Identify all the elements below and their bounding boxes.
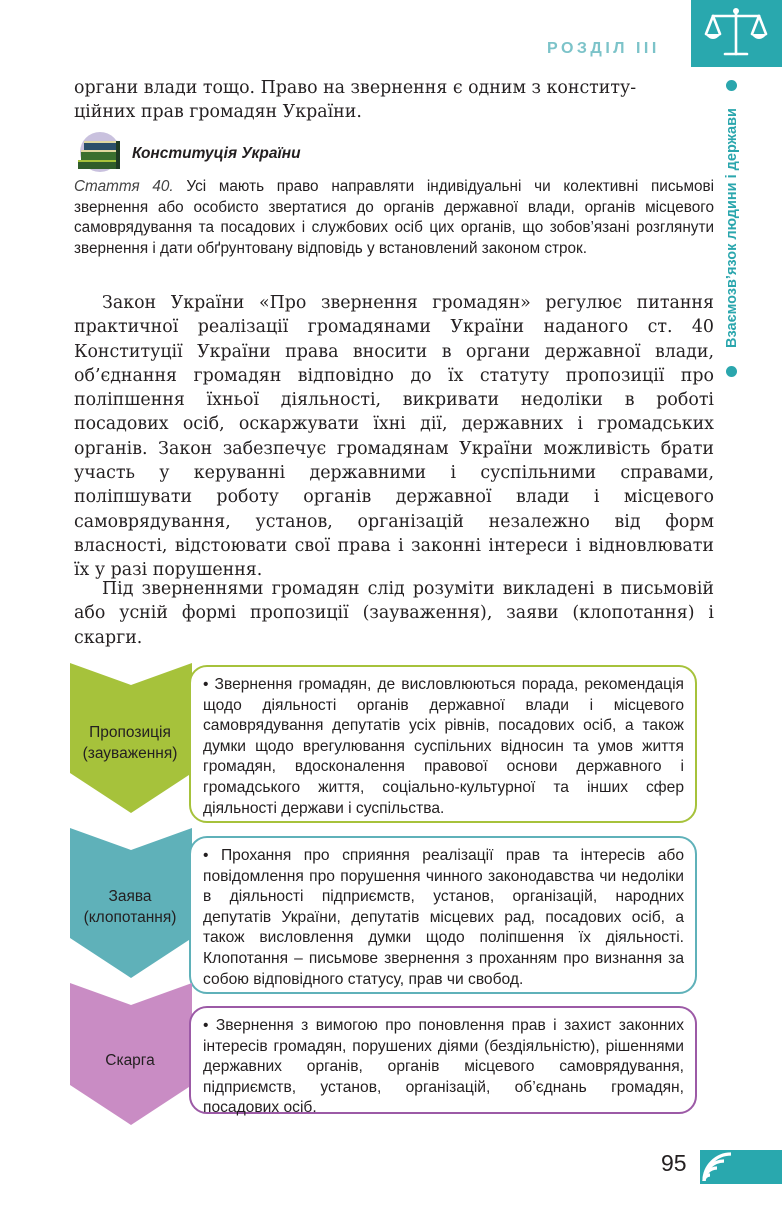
books-icon bbox=[74, 130, 130, 180]
constitution-title: Конституція України bbox=[132, 145, 301, 162]
scales-icon bbox=[703, 4, 769, 62]
complaint-label: Скарга bbox=[105, 1052, 155, 1069]
proposal-label: Пропозиція (зауваження) bbox=[82, 724, 178, 762]
article-text: Усі мають право направляти індивідуальні чи колективні письмові звернення або особисто звертатися до органів державної влади, органів місцевого самоврядування та посадових і службових осіб цих органів, що зобов’язані розглянути звернення і дати обґрунтовану відповідь у встановлений законом строк. bbox=[74, 178, 715, 258]
intro-line-1: органи влади тощо. Право на звернення є одним з конститу- bbox=[74, 78, 637, 98]
section-label: РОЗДІЛ ІІІ bbox=[547, 40, 660, 57]
proposal-definition: • Звернення громадян, де висловлюються порада, рекомендація щодо діяльності органів державної влади і місцевого самоврядування депутатів усіх рівнів, посадових осіб, а також думки щодо врегулювання суспільних відносин та умов життя громадян, вдосконалення правової основи державного і громадського життя, соціально-культурної та інших сфер діяльності держави і суспільства. bbox=[189, 665, 697, 823]
signal-waves-icon bbox=[702, 1151, 746, 1183]
footer-badge bbox=[700, 1150, 782, 1184]
side-dot-bottom bbox=[726, 366, 737, 377]
side-vertical-title: Взаємозв’язок людини і держави bbox=[724, 108, 740, 348]
complaint-definition: • Звернення з вимогою про поновлення прав і захист законних інтересів громадян, порушених діями (бездіяльністю), рішеннями державних органів, органів місцевого самоврядування, підприємств, установ, організацій, об’єднань громадян, посадових осіб. bbox=[189, 1006, 697, 1114]
paragraph-appeals: Під зверненнями громадян слід розуміти викладені в письмовій або усній формі пропозиції (зауваження), заяви (клопотання) і скарги. bbox=[74, 579, 714, 648]
intro-line-2: ційних прав громадян України. bbox=[74, 102, 362, 122]
side-dot-top bbox=[726, 80, 737, 91]
paragraph-law: Закон України «Про звернення громадян» регулює питання практичної реалізації громадянами України наданого ст. 40 Конституції України права вносити в органи державної влади, об’єднання громадян відповідно до їх статуту пропозиції про поліпшення їхньої діяльності, викривати недоліки в роботі посадових осіб, оскаржувати їхні дії, державних і громадських органів. Закон забезпечує громадянам України можливість брати участь у керуванні державними і суспільними справами, поліпшувати роботу органів державної влади і місцевого самоврядування, установ, організацій незалежно від форм власності, відстоювати свої права і законні інтереси і відновлювати їх у разі порушення. bbox=[74, 293, 714, 581]
constitution-article bbox=[74, 177, 714, 260]
page-number: 95 bbox=[661, 1150, 687, 1176]
application-label: Заява (клопотання) bbox=[83, 888, 177, 926]
application-definition: • Прохання про сприяння реалізації прав та інтересів або повідомлення про порушення чинного законодавства чи недоліки в діяльності підприємств, установ, організацій, народних депутатів України, депутатів місцевих рад, посадових осіб, а також висловлення думки щодо поліпшення їх діяльності. Клопотання – письмове звернення з проханням про визнання за собою відповідного статусу, прав чи свобод. bbox=[189, 836, 697, 994]
article-label: Стаття 40. bbox=[74, 178, 174, 195]
section-badge bbox=[691, 0, 782, 67]
